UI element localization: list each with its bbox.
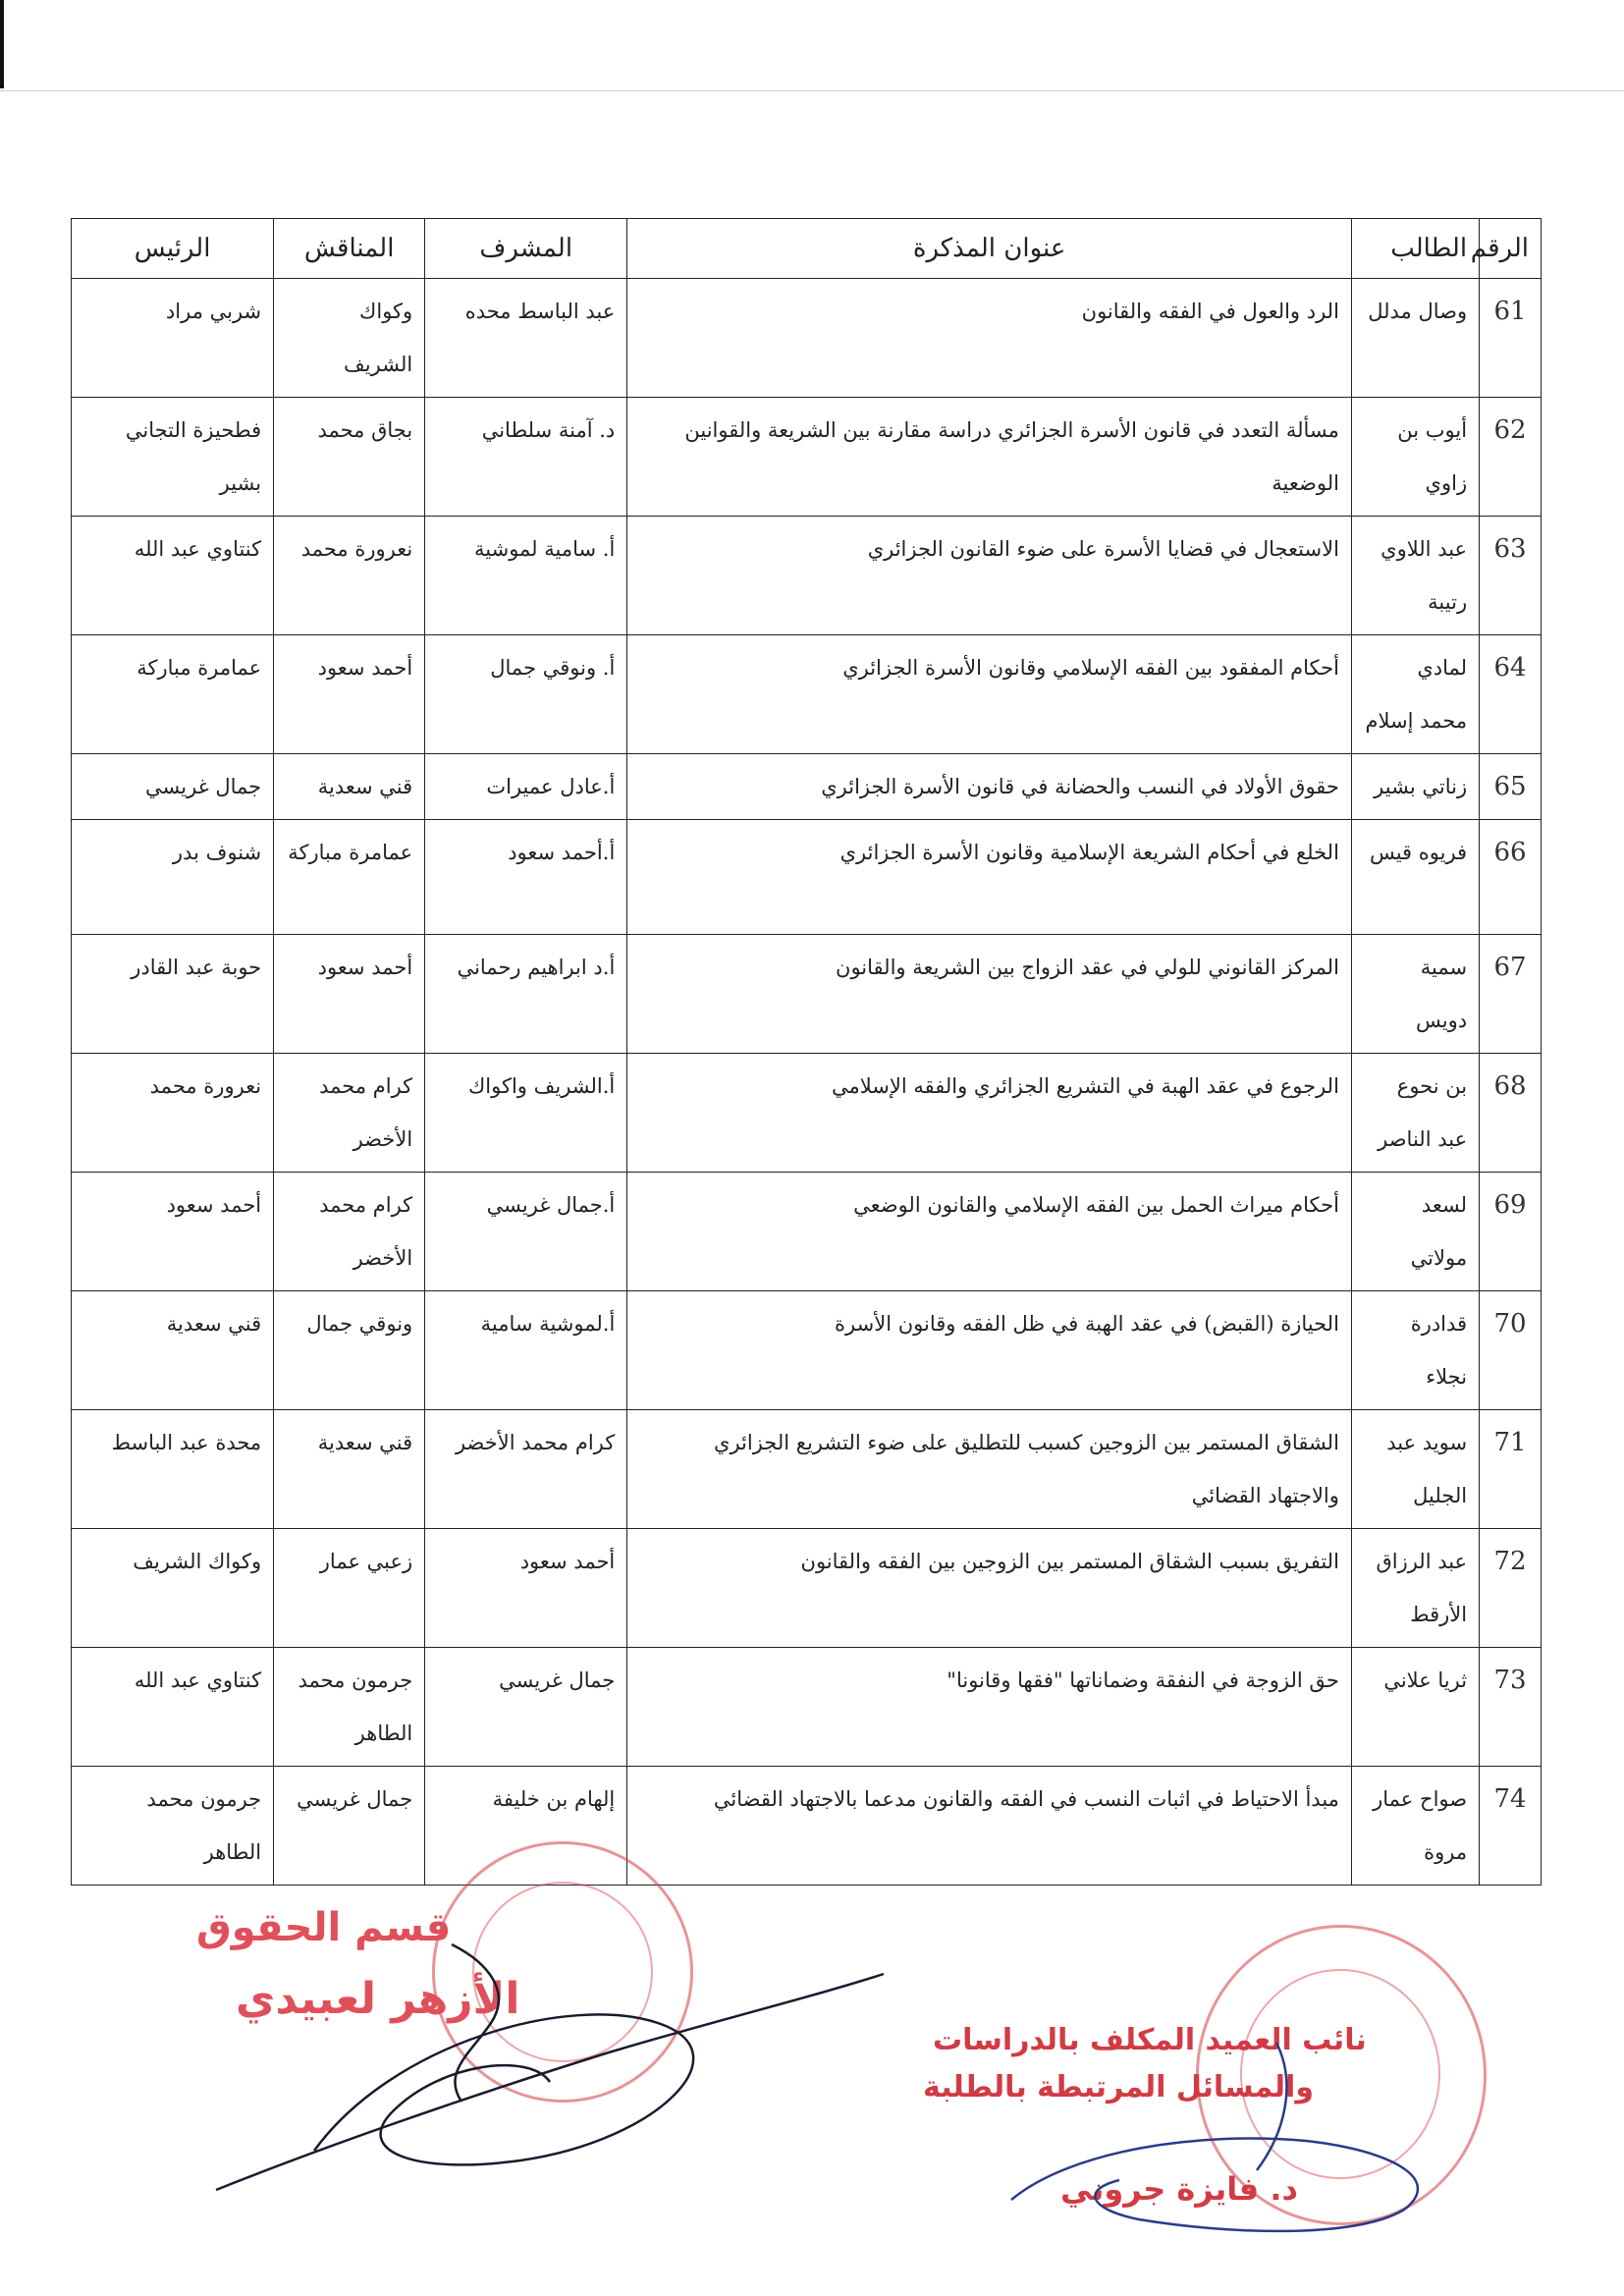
cell-student: عبد اللاوي رتيبة xyxy=(1351,517,1479,635)
header-number: الرقم xyxy=(1480,219,1542,279)
cell-student: سمية دويس xyxy=(1351,935,1479,1054)
cell-number: 62 xyxy=(1480,398,1542,517)
cell-number: 69 xyxy=(1480,1173,1542,1291)
cell-student: بن نحوع عبد الناصر xyxy=(1351,1054,1479,1173)
scan-line xyxy=(0,90,1624,91)
cell-student: صواح عمار مروة xyxy=(1351,1767,1479,1886)
cell-supervisor: عبد الباسط محده xyxy=(425,279,627,398)
cell-supervisor: د. آمنة سلطاني xyxy=(425,398,627,517)
header-student: الطالب xyxy=(1351,219,1479,279)
table-row xyxy=(72,635,1542,754)
table-row xyxy=(72,1529,1542,1648)
cell-supervisor: إلهام بن خليفة xyxy=(425,1767,627,1886)
cell-title: حق الزوجة في النفقة وضماناتها "فقها وقانونا" xyxy=(627,1648,1352,1767)
table-row xyxy=(72,279,1542,398)
cell-supervisor: جمال غريسي xyxy=(425,1648,627,1767)
cell-president: جرمون محمد الطاهر xyxy=(72,1767,274,1886)
cell-student: لسعد مولاتي xyxy=(1351,1173,1479,1291)
cell-number: 68 xyxy=(1480,1054,1542,1173)
table-row xyxy=(72,1054,1542,1173)
cell-examiner: أحمد سعود xyxy=(274,635,425,754)
cell-title: مبدأ الاحتياط في اثبات النسب في الفقه والقانون مدعما بالاجتهاد القضائي xyxy=(627,1767,1352,1886)
cell-examiner: كرام محمد الأخضر xyxy=(274,1173,425,1291)
cell-number: 61 xyxy=(1480,279,1542,398)
cell-number: 74 xyxy=(1480,1767,1542,1886)
department-head-name: الأزهر لعبيدي xyxy=(236,1974,520,2024)
cell-examiner: أحمد سعود xyxy=(274,935,425,1054)
cell-number: 71 xyxy=(1480,1410,1542,1529)
table-row xyxy=(72,754,1542,820)
cell-president: وكواك الشريف xyxy=(72,1529,274,1648)
cell-examiner: كرام محمد الأخضر xyxy=(274,1054,425,1173)
cell-number: 64 xyxy=(1480,635,1542,754)
cell-examiner: نعرورة محمد xyxy=(274,517,425,635)
cell-title: الشقاق المستمر بين الزوجين كسبب للتطليق على ضوء التشريع الجزائري والاجتهاد القضائي xyxy=(627,1410,1352,1529)
cell-student: عبد الرزاق الأرقط xyxy=(1351,1529,1479,1648)
cell-president: محدة عبد الباسط xyxy=(72,1410,274,1529)
table-row xyxy=(72,1767,1542,1886)
theses-table xyxy=(71,218,1542,1886)
cell-title: الخلع في أحكام الشريعة الإسلامية وقانون الأسرة الجزائري xyxy=(627,820,1352,935)
cell-title: التفريق بسبب الشقاق المستمر بين الزوجين بين الفقه والقانون xyxy=(627,1529,1352,1648)
header-supervisor: المشرف xyxy=(425,219,627,279)
cell-examiner: قني سعدية xyxy=(274,754,425,820)
table-header-row xyxy=(72,219,1542,279)
cell-student: وصال مدلل xyxy=(1351,279,1479,398)
header-title: عنوان المذكرة xyxy=(627,219,1352,279)
cell-number: 66 xyxy=(1480,820,1542,935)
cell-student: زناتي بشير xyxy=(1351,754,1479,820)
cell-title: حقوق الأولاد في النسب والحضانة في قانون الأسرة الجزائري xyxy=(627,754,1352,820)
table-row xyxy=(72,398,1542,517)
cell-examiner: ونوقي جمال xyxy=(274,1291,425,1410)
cell-supervisor: أ.أحمد سعود xyxy=(425,820,627,935)
table-row xyxy=(72,1410,1542,1529)
cell-examiner: جمال غريسي xyxy=(274,1767,425,1886)
cell-president: جمال غريسي xyxy=(72,754,274,820)
cell-examiner: عمامرة مباركة xyxy=(274,820,425,935)
header-president: الرئيس xyxy=(72,219,274,279)
cell-examiner: زعبي عمار xyxy=(274,1529,425,1648)
cell-president: قني سعدية xyxy=(72,1291,274,1410)
cell-title: المركز القانوني للولي في عقد الزواج بين الشريعة والقانون xyxy=(627,935,1352,1054)
table-row xyxy=(72,517,1542,635)
cell-president: عمامرة مباركة xyxy=(72,635,274,754)
cell-president: فطحيزة التجاني بشير xyxy=(72,398,274,517)
cell-student: سويد عبد الجليل xyxy=(1351,1410,1479,1529)
cell-title: الرجوع في عقد الهبة في التشريع الجزائري والفقه الإسلامي xyxy=(627,1054,1352,1173)
table-row xyxy=(72,1173,1542,1291)
vice-dean-signature xyxy=(982,2023,1532,2249)
vice-dean-title-line1: نائب العميد المكلف بالدراسات xyxy=(933,2023,1367,2057)
cell-number: 65 xyxy=(1480,754,1542,820)
cell-examiner: جرمون محمد الطاهر xyxy=(274,1648,425,1767)
cell-supervisor: أ.لموشية سامية xyxy=(425,1291,627,1410)
cell-president: حوبة عبد القادر xyxy=(72,935,274,1054)
cell-title: الرد والعول في الفقه والقانون xyxy=(627,279,1352,398)
cell-title: أحكام المفقود بين الفقه الإسلامي وقانون الأسرة الجزائري xyxy=(627,635,1352,754)
cell-student: قدادرة نجلاء xyxy=(1351,1291,1479,1410)
cell-examiner: بجاق محمد xyxy=(274,398,425,517)
cell-president: شربي مراد xyxy=(72,279,274,398)
cell-examiner: قني سعدية xyxy=(274,1410,425,1529)
cell-student: لمادي محمد إسلام xyxy=(1351,635,1479,754)
table-row xyxy=(72,820,1542,935)
cell-president: كنتاوي عبد الله xyxy=(72,1648,274,1767)
cell-supervisor: أ.جمال غريسي xyxy=(425,1173,627,1291)
cell-number: 72 xyxy=(1480,1529,1542,1648)
table-row xyxy=(72,1648,1542,1767)
cell-number: 73 xyxy=(1480,1648,1542,1767)
scan-edge xyxy=(0,0,4,88)
cell-number: 67 xyxy=(1480,935,1542,1054)
cell-title: أحكام ميراث الحمل بين الفقه الإسلامي والقانون الوضعي xyxy=(627,1173,1352,1291)
cell-supervisor: أ.د ابراهيم رحماني xyxy=(425,935,627,1054)
cell-supervisor: أ. سامية لموشية xyxy=(425,517,627,635)
cell-supervisor: أ.عادل عميرات xyxy=(425,754,627,820)
cell-president: شنوف بدر xyxy=(72,820,274,935)
cell-president: أحمد سعود xyxy=(72,1173,274,1291)
vice-dean-title-line2: والمسائل المرتبطة بالطلبة xyxy=(923,2070,1314,2105)
cell-number: 63 xyxy=(1480,517,1542,635)
department-head-signature xyxy=(196,1905,903,2229)
table-row xyxy=(72,1291,1542,1410)
cell-supervisor: أحمد سعود xyxy=(425,1529,627,1648)
vice-dean-name: د. فايزة جروني xyxy=(1060,2170,1298,2208)
cell-president: نعرورة محمد xyxy=(72,1054,274,1173)
cell-supervisor: أ. ونوقي جمال xyxy=(425,635,627,754)
department-label: قسم الحقوق xyxy=(196,1905,452,1950)
cell-student: ثريا علاني xyxy=(1351,1648,1479,1767)
cell-supervisor: كرام محمد الأخضر xyxy=(425,1410,627,1529)
cell-title: مسألة التعدد في قانون الأسرة الجزائري دراسة مقارنة بين الشريعة والقوانين الوضعية xyxy=(627,398,1352,517)
cell-number: 70 xyxy=(1480,1291,1542,1410)
cell-title: الاستعجال في قضايا الأسرة على ضوء القانون الجزائري xyxy=(627,517,1352,635)
cell-student: فريوه قيس xyxy=(1351,820,1479,935)
cell-title: الحيازة (القبض) في عقد الهبة في ظل الفقه وقانون الأسرة xyxy=(627,1291,1352,1410)
cell-examiner: وكواك الشريف xyxy=(274,279,425,398)
header-examiner: المناقش xyxy=(274,219,425,279)
table-row xyxy=(72,935,1542,1054)
cell-student: أيوب بن زاوي xyxy=(1351,398,1479,517)
cell-president: كنتاوي عبد الله xyxy=(72,517,274,635)
cell-supervisor: أ.الشريف واكواك xyxy=(425,1054,627,1173)
